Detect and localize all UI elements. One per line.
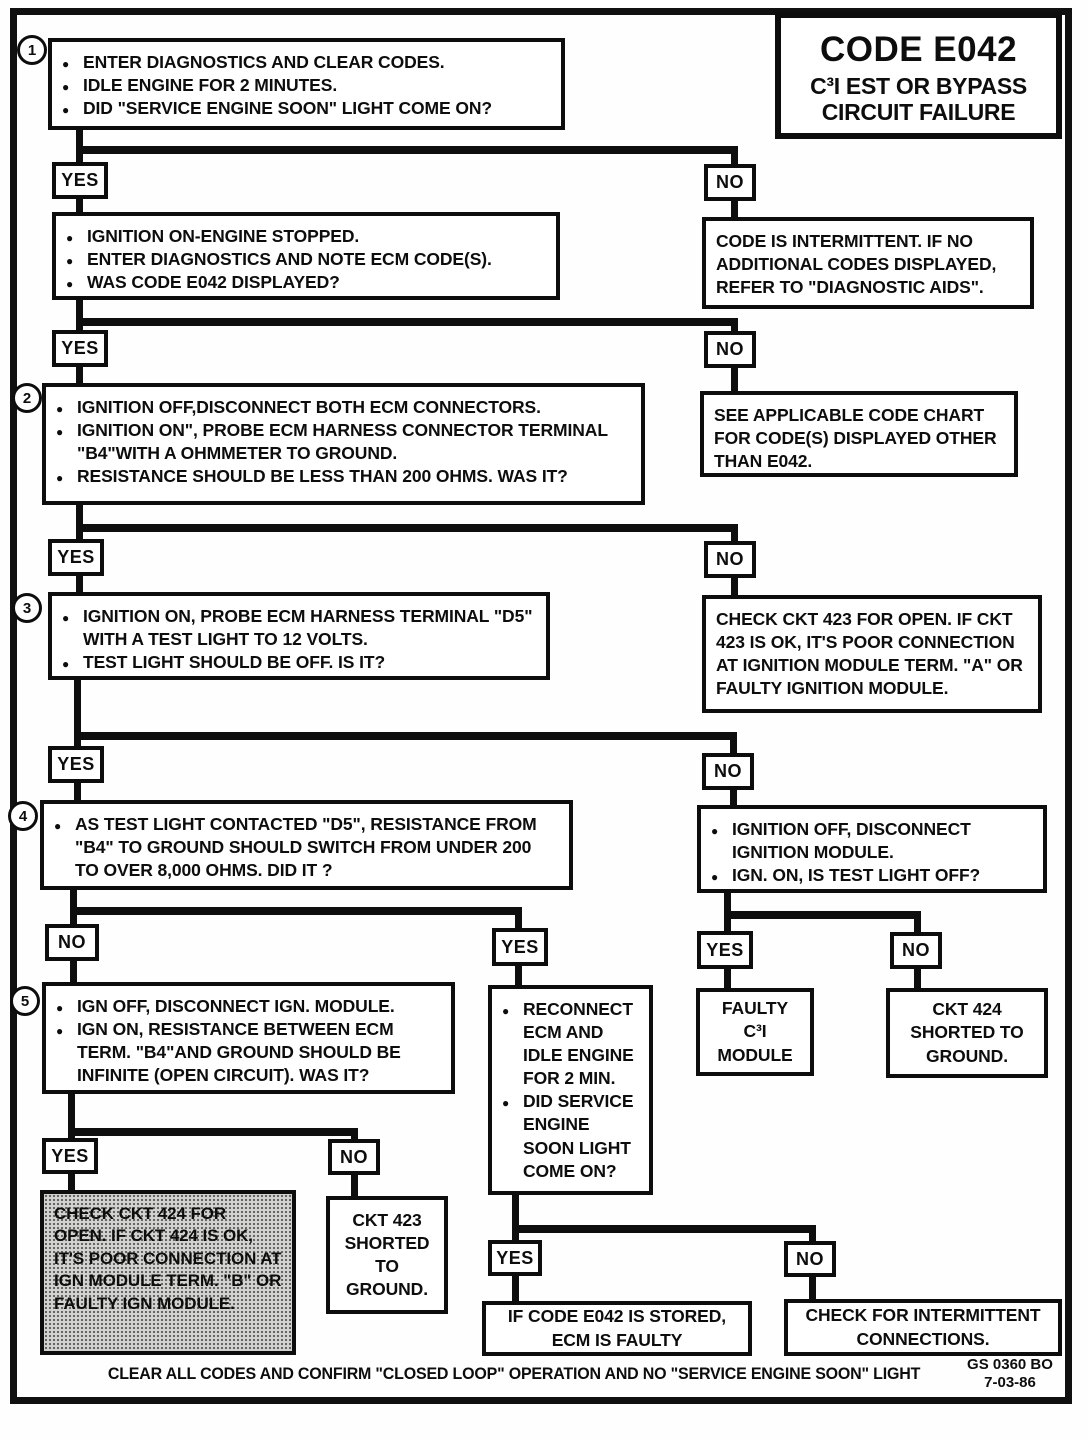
branch-yes-5 xyxy=(492,928,548,966)
connector-line xyxy=(351,1174,358,1197)
node-ckt423-shorted xyxy=(326,1196,448,1314)
node-check-intermittent-connections xyxy=(784,1299,1062,1356)
no-label: NO xyxy=(340,1146,368,1167)
connector-line xyxy=(76,146,738,154)
bullet-text: RECONNECT ECM AND IDLE ENGINE FOR 2 MIN. xyxy=(523,999,634,1089)
branch-yes-2 xyxy=(52,330,108,367)
node-text: FAULTY xyxy=(721,998,789,1019)
node-step3-question xyxy=(48,592,550,680)
bullet-text: IGNITION ON", PROBE ECM HARNESS CONNECTOR TERMINAL "B4"WITH A OHMMETER TO GROUND. xyxy=(77,420,608,464)
bullet-text: IGNITION OFF,DISCONNECT BOTH ECM CONNECTORS. xyxy=(77,397,541,417)
node-check-ckt423-open xyxy=(702,595,1042,713)
subtitle-line1: C³I EST OR BYPASS xyxy=(810,73,1027,99)
yes-label: YES xyxy=(61,338,99,358)
connector-line xyxy=(724,967,731,989)
bullet-text: IGNITION OFF, DISCONNECT IGNITION MODULE. xyxy=(732,819,971,863)
node-reconnect-ecm xyxy=(488,985,653,1195)
connector-line xyxy=(731,199,738,218)
bullet-icon xyxy=(502,998,514,1021)
connector-line xyxy=(730,734,737,755)
node-see-code-chart xyxy=(700,391,1018,477)
step-number: 1 xyxy=(27,41,37,59)
connector-line xyxy=(74,781,81,801)
connector-line xyxy=(76,504,83,541)
bullet-icon xyxy=(62,74,74,97)
no-label: NO xyxy=(716,172,744,192)
node-text: MODULE xyxy=(717,1044,793,1065)
bullet-icon xyxy=(66,225,78,248)
connector-line xyxy=(914,967,921,989)
node-note-codes-question xyxy=(52,212,560,300)
bullet-icon xyxy=(56,419,68,442)
node-faulty-c3i-module xyxy=(696,988,814,1076)
yes-label: YES xyxy=(61,170,99,190)
branch-yes-4 xyxy=(48,746,104,783)
yes-label: YES xyxy=(51,1145,89,1166)
connector-line xyxy=(809,1276,816,1300)
bullet-text: IGNITION ON-ENGINE STOPPED. xyxy=(87,226,360,246)
branch-no-2 xyxy=(704,331,756,368)
node-text: SEE APPLICABLE CODE CHART FOR CODE(S) DISPLAYED OTHER THAN E042. xyxy=(714,405,997,472)
bullet-text: DID SERVICE ENGINE SOON LIGHT COME ON? xyxy=(523,1091,634,1181)
step-circle-3 xyxy=(12,593,42,623)
yes-label: YES xyxy=(501,936,539,957)
no-label: NO xyxy=(58,932,86,952)
no-label: NO xyxy=(716,549,744,569)
node-step2-question xyxy=(42,383,645,505)
page-subtitle xyxy=(781,74,1056,126)
step-number: 4 xyxy=(18,807,28,825)
bullet-text: IGNITION ON, PROBE ECM HARNESS TERMINAL "D5" WITH A TEST LIGHT TO 12 VOLTS. xyxy=(83,606,533,650)
branch-yes-6 xyxy=(42,1138,98,1174)
no-label: NO xyxy=(716,339,744,359)
bullet-text: TEST LIGHT SHOULD BE OFF. IS IT? xyxy=(83,652,386,673)
connector-line xyxy=(74,732,737,740)
node-disconnect-ignition-module xyxy=(697,805,1047,893)
node-step5-question xyxy=(42,982,455,1094)
connector-line xyxy=(70,907,522,915)
connector-line xyxy=(515,909,522,930)
page-title: CODE E042 xyxy=(819,30,1018,69)
connector-line xyxy=(68,1173,75,1191)
connector-line xyxy=(76,300,83,332)
no-label: NO xyxy=(796,1248,824,1269)
node-text: ECM IS FAULTY xyxy=(551,1329,683,1350)
bullet-text: IGN. ON, IS TEST LIGHT OFF? xyxy=(732,865,981,886)
node-ckt424-shorted xyxy=(886,988,1048,1078)
doc-code: GS 0360 BO xyxy=(967,1356,1053,1373)
node-text: CONNECTIONS. xyxy=(856,1328,990,1349)
bullet-text: ENTER DIAGNOSTICS AND CLEAR CODES. xyxy=(83,52,445,72)
connector-line xyxy=(70,959,77,983)
bullet-icon xyxy=(56,396,68,419)
node-step4-question xyxy=(40,800,573,890)
no-label: NO xyxy=(902,940,930,960)
subtitle-line2: CIRCUIT FAILURE xyxy=(821,98,1016,125)
connector-line xyxy=(76,365,83,384)
step-number: 5 xyxy=(20,992,30,1010)
yes-label: YES xyxy=(496,1247,534,1268)
step-circle-4 xyxy=(8,801,38,831)
branch-no-7 xyxy=(784,1241,836,1277)
bullet-icon xyxy=(56,995,68,1018)
step-circle-1 xyxy=(17,35,47,65)
node-check-ckt424-open xyxy=(40,1190,296,1355)
branch-no-1 xyxy=(704,164,756,201)
bullet-text: ENTER DIAGNOSTICS AND NOTE ECM CODE(S). xyxy=(87,249,492,270)
connector-line xyxy=(512,1194,519,1242)
node-text: CHECK FOR INTERMITTENT xyxy=(805,1305,1041,1326)
node-text: CHECK CKT 423 FOR OPEN. IF CKT 423 IS OK, IT'S POOR CONNECTION AT IGNITION MODULE TERM. "A" OR FAULTY IGNITION MODULE. xyxy=(716,609,1023,699)
title-box xyxy=(775,12,1062,139)
bullet-icon xyxy=(711,818,723,841)
node-text: CKT 424 SHORTED TO GROUND. xyxy=(910,999,1024,1066)
branch-yes-ign xyxy=(697,931,753,969)
branch-yes-1 xyxy=(52,162,108,199)
connector-line xyxy=(731,366,738,391)
connector-line xyxy=(724,911,921,919)
branch-yes-7 xyxy=(488,1240,542,1276)
document-code-block xyxy=(950,1356,1070,1393)
node-text: CHECK CKT 424 FOR OPEN. IF CKT 424 IS OK, IT'S POOR CONNECTION AT IGN MODULE TERM. "B" OR FAULTY IGN MODULE. xyxy=(54,1204,282,1313)
connector-line xyxy=(76,524,738,532)
bullet-icon xyxy=(62,51,74,74)
connector-line xyxy=(515,964,522,986)
connector-line xyxy=(730,788,737,806)
branch-no-4 xyxy=(702,753,754,790)
yes-label: YES xyxy=(57,754,95,774)
branch-no-6 xyxy=(328,1139,380,1175)
node-ecm-faulty xyxy=(482,1301,752,1356)
connector-line xyxy=(68,1128,358,1136)
connector-line xyxy=(914,913,921,934)
connector-line xyxy=(512,1274,519,1302)
footer-note: CLEAR ALL CODES AND CONFIRM "CLOSED LOOP" OPERATION AND NO "SERVICE ENGINE SOON" LIGHT xyxy=(107,1365,921,1384)
step-number: 3 xyxy=(22,599,32,617)
branch-no-5 xyxy=(45,924,99,961)
node-code-intermittent xyxy=(702,217,1034,309)
connector-line xyxy=(731,576,738,596)
bullet-icon xyxy=(66,248,78,271)
bullet-icon xyxy=(62,605,74,628)
bullet-text: IDLE ENGINE FOR 2 MINUTES. xyxy=(83,75,338,96)
branch-no-ign xyxy=(890,932,942,969)
bullet-icon xyxy=(62,97,74,120)
bullet-icon xyxy=(62,651,74,674)
bullet-icon xyxy=(56,1018,68,1041)
bullet-text: IGN OFF, DISCONNECT IGN. MODULE. xyxy=(77,996,395,1016)
branch-yes-3 xyxy=(48,539,104,576)
bullet-icon xyxy=(711,864,723,887)
branch-no-3 xyxy=(704,541,756,578)
node-text: C³I xyxy=(743,1021,767,1042)
connector-line xyxy=(76,574,83,593)
bullet-text: IGN ON, RESISTANCE BETWEEN ECM TERM. "B4"AND GROUND SHOULD BE INFINITE (OPEN CIRCUIT). WAS IT? xyxy=(77,1019,401,1086)
yes-label: YES xyxy=(57,547,95,567)
node-text: CKT 423 SHORTED TO GROUND. xyxy=(344,1209,430,1300)
bullet-text: WAS CODE E042 DISPLAYED? xyxy=(87,272,340,293)
step-number: 2 xyxy=(22,389,32,407)
node-text: IF CODE E042 IS STORED, xyxy=(507,1306,727,1327)
connector-line xyxy=(76,197,83,213)
bullet-icon xyxy=(56,465,68,488)
bullet-text: DID "SERVICE ENGINE SOON" LIGHT COME ON? xyxy=(83,98,492,119)
bullet-icon xyxy=(502,1090,514,1113)
yes-label: YES xyxy=(706,939,744,960)
step-circle-2 xyxy=(12,383,42,413)
bullet-icon xyxy=(54,813,66,836)
bullet-text: AS TEST LIGHT CONTACTED "D5", RESISTANCE FROM "B4" TO GROUND SHOULD SWITCH FROM UNDER 200 TO OVER 8,000 OHMS. DID IT ? xyxy=(75,814,537,881)
connector-line xyxy=(76,318,738,326)
bullet-text: RESISTANCE SHOULD BE LESS THAN 200 OHMS. WAS IT? xyxy=(77,466,568,487)
node-text: CODE IS INTERMITTENT. IF NO ADDITIONAL CODES DISPLAYED, REFER TO "DIAGNOSTIC AIDS". xyxy=(716,231,997,298)
node-step1-question xyxy=(48,38,565,130)
no-label: NO xyxy=(714,761,742,781)
doc-date: 7-03-86 xyxy=(984,1374,1036,1392)
bullet-icon xyxy=(66,271,78,294)
step-circle-5 xyxy=(10,986,40,1016)
connector-line xyxy=(512,1225,816,1233)
